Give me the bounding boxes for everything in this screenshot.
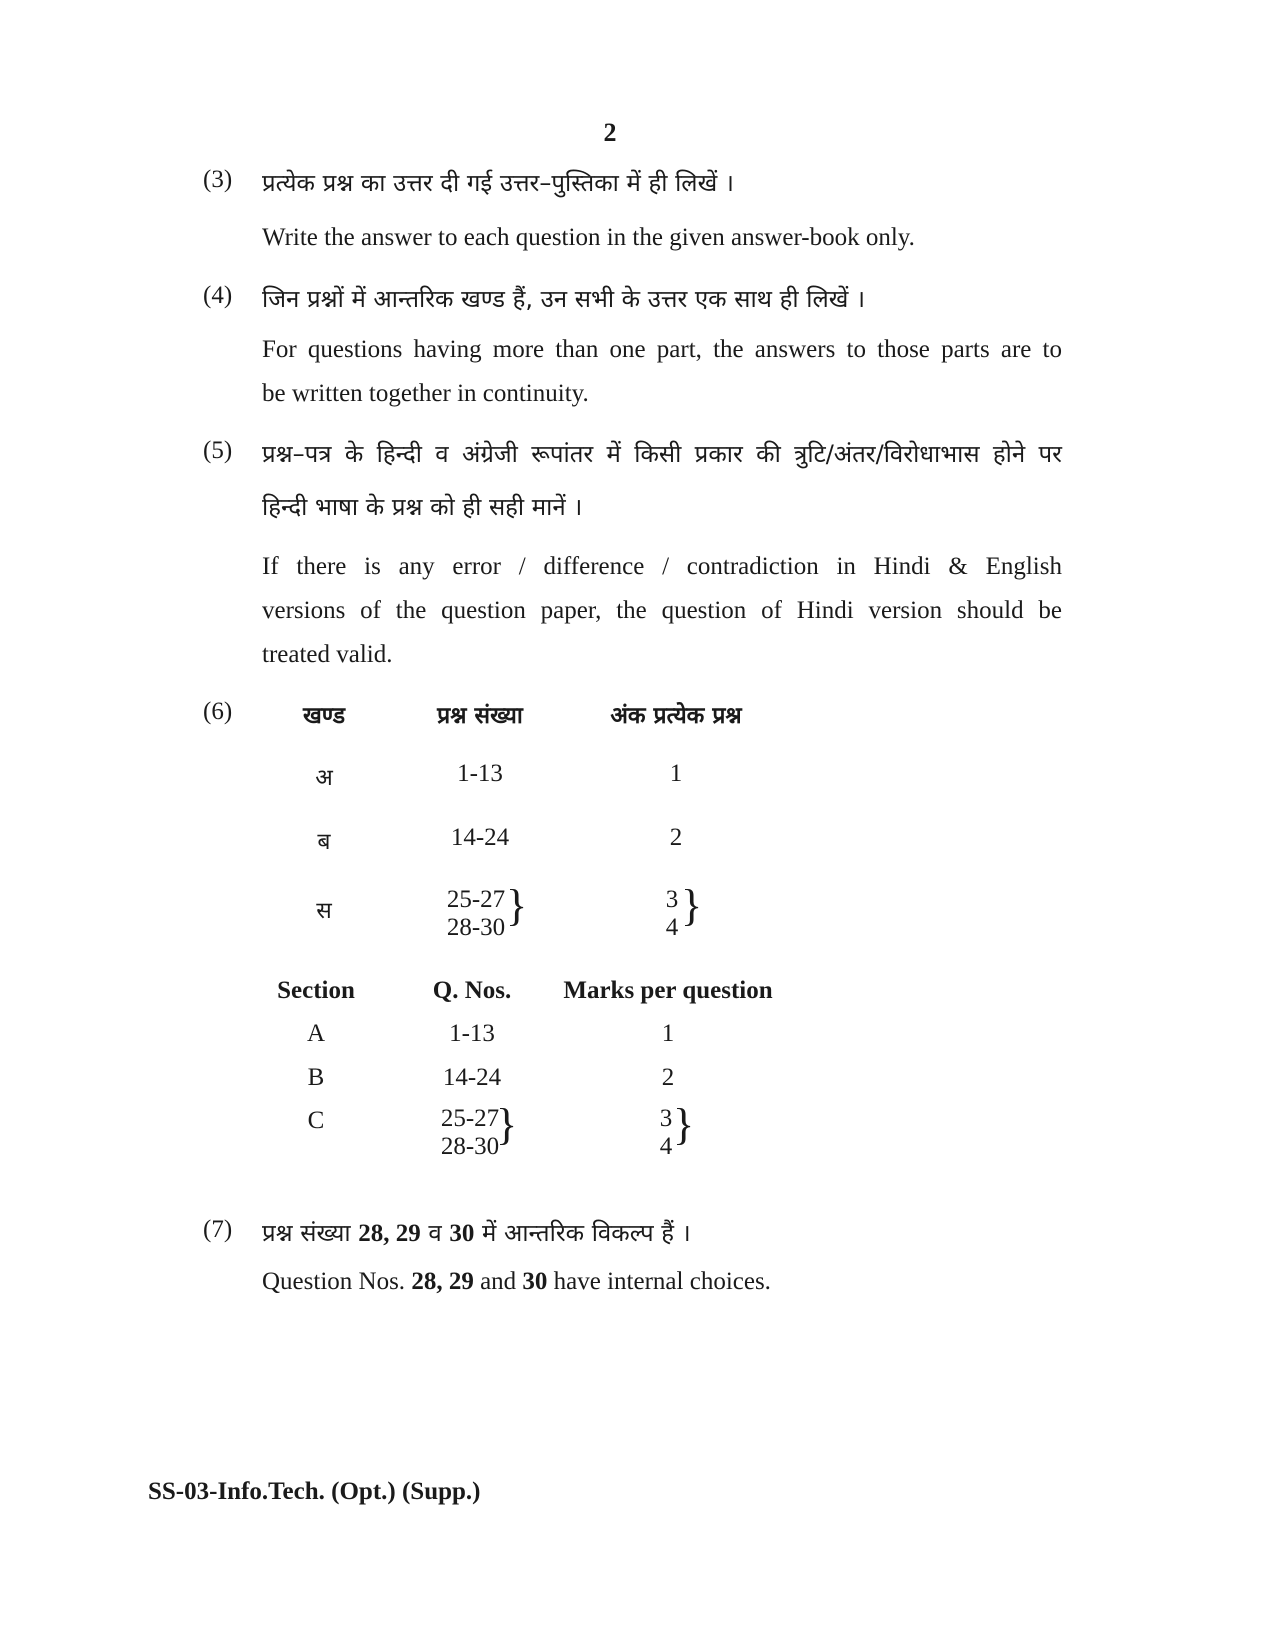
item-number-5: (5) [203,437,233,464]
english-table-row-3-section: C [307,1107,325,1134]
item-number-6: (6) [203,698,233,725]
hindi-table-row-1-marks: 1 [669,760,683,787]
item-7-english-text: and [473,1268,523,1295]
item-5-english-line-2: versions of the question paper, the question of Hindi version should be [262,597,1062,624]
item-7-english [262,1268,1062,1296]
hindi-table-header-section: खण्ड [302,703,346,729]
english-table-row-2-marks: 2 [661,1064,675,1091]
english-table-row-2-section: B [307,1064,325,1091]
hindi-table-row-3-section: स [316,898,332,924]
item-7-english-text: Question Nos. [262,1268,412,1295]
item-3-hindi: प्रत्येक प्रश्न का उत्तर दी गई उत्तर–पुस्तिका में ही लिखें । [262,169,734,197]
item-number-3: (3) [203,166,233,193]
english-table-header-section: Section [277,977,355,1004]
item-5-hindi-line-1: प्रश्न–पत्र के हिन्दी व अंग्रेजी रूपांतर में किसी प्रकार की त्रुटि/अंतर/विरोधाभास होने पर [262,440,1062,468]
english-table-row-3-marks-1: 3 [659,1105,673,1132]
item-7-english-bold: 30 [522,1268,548,1295]
hindi-table-row-3-marks-2: 4 [665,914,679,941]
item-4-english-line-1: For questions having more than one part, the answers to those parts are to [262,336,1062,363]
english-table-row-2-qnos: 14-24 [442,1064,502,1091]
item-5-hindi-line-2: हिन्दी भाषा के प्रश्न को ही सही मानें । [262,493,583,521]
hindi-table-row-2-marks: 2 [669,824,683,851]
english-table-row-1-qnos: 1-13 [449,1020,495,1047]
item-4-hindi: जिन प्रश्नों में आन्तरिक खण्ड हैं, उन सभी के उत्तर एक साथ ही लिखें । [262,285,866,313]
hindi-table-row-2-qnos: 14-24 [450,824,510,851]
english-table-row-1-marks: 1 [661,1020,675,1047]
english-table-row-1-section: A [306,1020,326,1047]
item-5-english-line-3: treated valid. [262,641,393,668]
item-number-7: (7) [203,1216,233,1243]
item-5-english-line-1: If there is any error / difference / contradiction in Hindi & English [262,553,1062,580]
item-7-hindi-text: प्रश्न संख्या [262,1219,359,1247]
right-brace-icon: } [496,1100,518,1149]
item-4-english-line-2: be written together in continuity. [262,380,589,407]
english-table-row-3-qnos-1: 25-27 [440,1105,500,1132]
item-7-hindi-bold: 30 [449,1220,475,1247]
hindi-table-row-2-section: ब [317,829,331,855]
right-brace-icon: } [506,881,528,930]
hindi-table-row-3-marks-1: 3 [665,886,679,913]
hindi-table-header-qnos: प्रश्न संख्या [437,703,523,729]
right-brace-icon: } [681,881,703,930]
right-brace-icon: } [673,1100,695,1149]
item-7-hindi-bold: 28, 29 [358,1220,421,1247]
item-number-4: (4) [203,282,233,309]
footer-paper-code: SS-03-Info.Tech. (Opt.) (Supp.) [148,1478,481,1505]
item-7-hindi-text: व [420,1219,450,1247]
item-7-hindi-text: में आन्तरिक विकल्प हैं । [474,1219,691,1247]
hindi-table-row-3-qnos-1: 25-27 [446,886,506,913]
english-table-row-3-qnos-2: 28-30 [440,1133,500,1160]
item-7-english-bold: 28, 29 [411,1268,474,1295]
english-table-row-3-marks-2: 4 [659,1133,673,1160]
english-table-header-qnos: Q. Nos. [432,977,512,1004]
page-number: 2 [603,118,617,147]
item-7-hindi [262,1216,691,1249]
english-table-header-marks: Marks per question [563,977,773,1004]
item-3-english: Write the answer to each question in the given answer-book only. [262,224,915,251]
item-7-english-text: have internal choices. [547,1268,771,1295]
hindi-table-row-1-qnos: 1-13 [457,760,503,787]
hindi-table-header-marks: अंक प्रत्येक प्रश्न [610,703,742,729]
hindi-table-row-1-section: अ [315,765,333,791]
hindi-table-row-3-qnos-2: 28-30 [446,914,506,941]
